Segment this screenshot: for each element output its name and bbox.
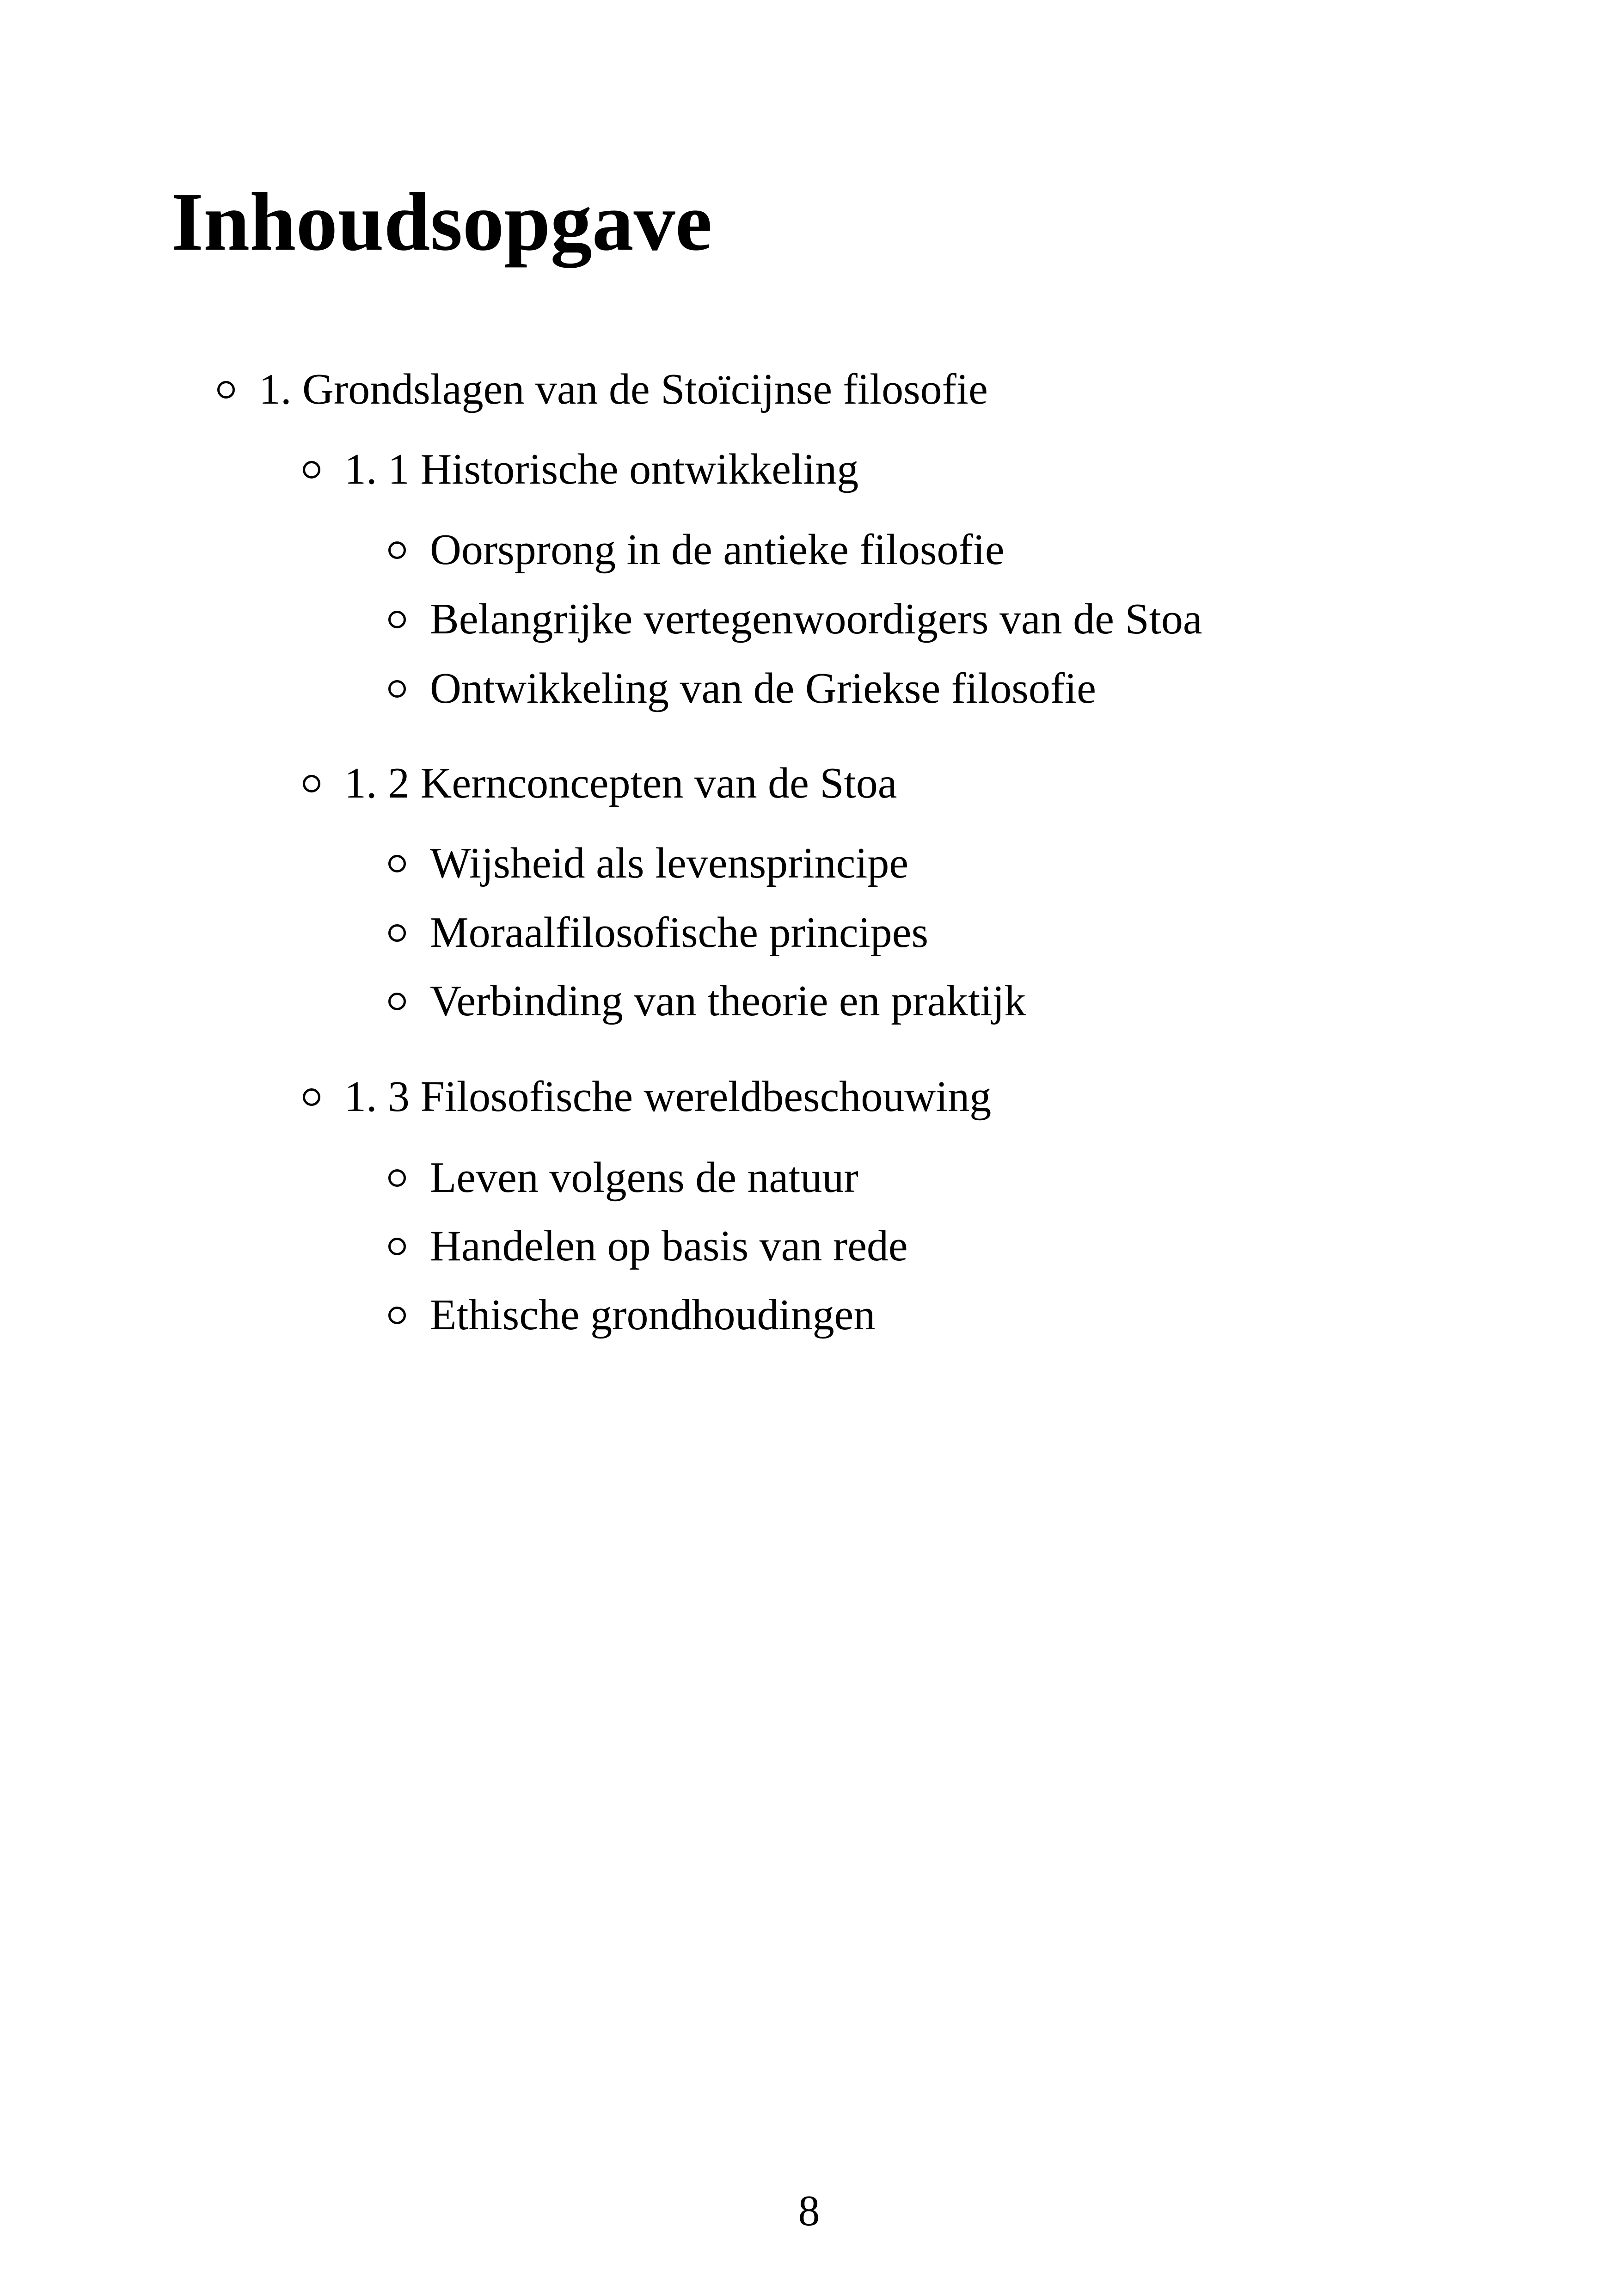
circle-bullet-icon (388, 680, 406, 698)
toc-subsection-item[interactable] (388, 1154, 858, 1202)
toc-entry-label: Oorsprong in de antieke filosofie (430, 526, 1005, 574)
circle-bullet-icon (388, 855, 406, 872)
toc-subsection-item[interactable] (388, 1293, 875, 1337)
circle-bullet-icon (303, 461, 320, 479)
toc-section-1-2[interactable] (303, 761, 897, 805)
toc-entry-label: Verbinding van theorie en praktijk (430, 977, 1026, 1025)
toc-subsection-item[interactable] (388, 526, 1005, 574)
toc-entry-label: Wijsheid als levensprincipe (430, 839, 909, 887)
page-number: 8 (798, 2187, 820, 2235)
circle-bullet-icon (217, 381, 235, 399)
toc-section-1-1[interactable] (303, 445, 859, 493)
toc-entry-label: Ontwikkeling van de Griekse filosofie (430, 664, 1096, 712)
circle-bullet-icon (388, 1238, 406, 1255)
circle-bullet-icon (303, 1088, 320, 1106)
toc-entry-label: Leven volgens de natuur (430, 1154, 858, 1202)
circle-bullet-icon (303, 775, 320, 792)
circle-bullet-icon (388, 993, 406, 1010)
circle-bullet-icon (388, 611, 406, 628)
toc-entry-label: Belangrijke vertegenwoordigers van de Stoa (430, 595, 1202, 643)
toc-subsection-item[interactable] (388, 979, 1026, 1023)
toc-entry-label: 1. 1 Historische ontwikkeling (344, 445, 859, 493)
circle-bullet-icon (388, 1169, 406, 1187)
toc-entry-label: Moraalfilosofische principes (430, 909, 929, 957)
page-title: Inhoudsopgave (171, 176, 712, 268)
toc-entry-label: 1. 2 Kernconcepten van de Stoa (344, 759, 897, 807)
toc-subsection-item[interactable] (388, 664, 1096, 712)
toc-entry-label: Ethische grondhoudingen (430, 1291, 876, 1339)
circle-bullet-icon (388, 924, 406, 942)
toc-entry-label: 1. 3 Filosofische wereldbeschouwing (344, 1073, 992, 1121)
circle-bullet-icon (388, 1307, 406, 1324)
toc-chapter-1[interactable] (217, 365, 988, 413)
toc-entry-label: 1. Grondslagen van de Stoïcijnse filosofie (259, 365, 988, 413)
toc-subsection-item[interactable] (388, 1224, 908, 1268)
toc-subsection-item[interactable] (388, 909, 929, 957)
toc-subsection-item[interactable] (388, 841, 908, 885)
toc-entry-label: Handelen op basis van rede (430, 1222, 908, 1270)
toc-subsection-item[interactable] (388, 597, 1202, 641)
circle-bullet-icon (388, 541, 406, 559)
toc-section-1-3[interactable] (303, 1073, 992, 1121)
